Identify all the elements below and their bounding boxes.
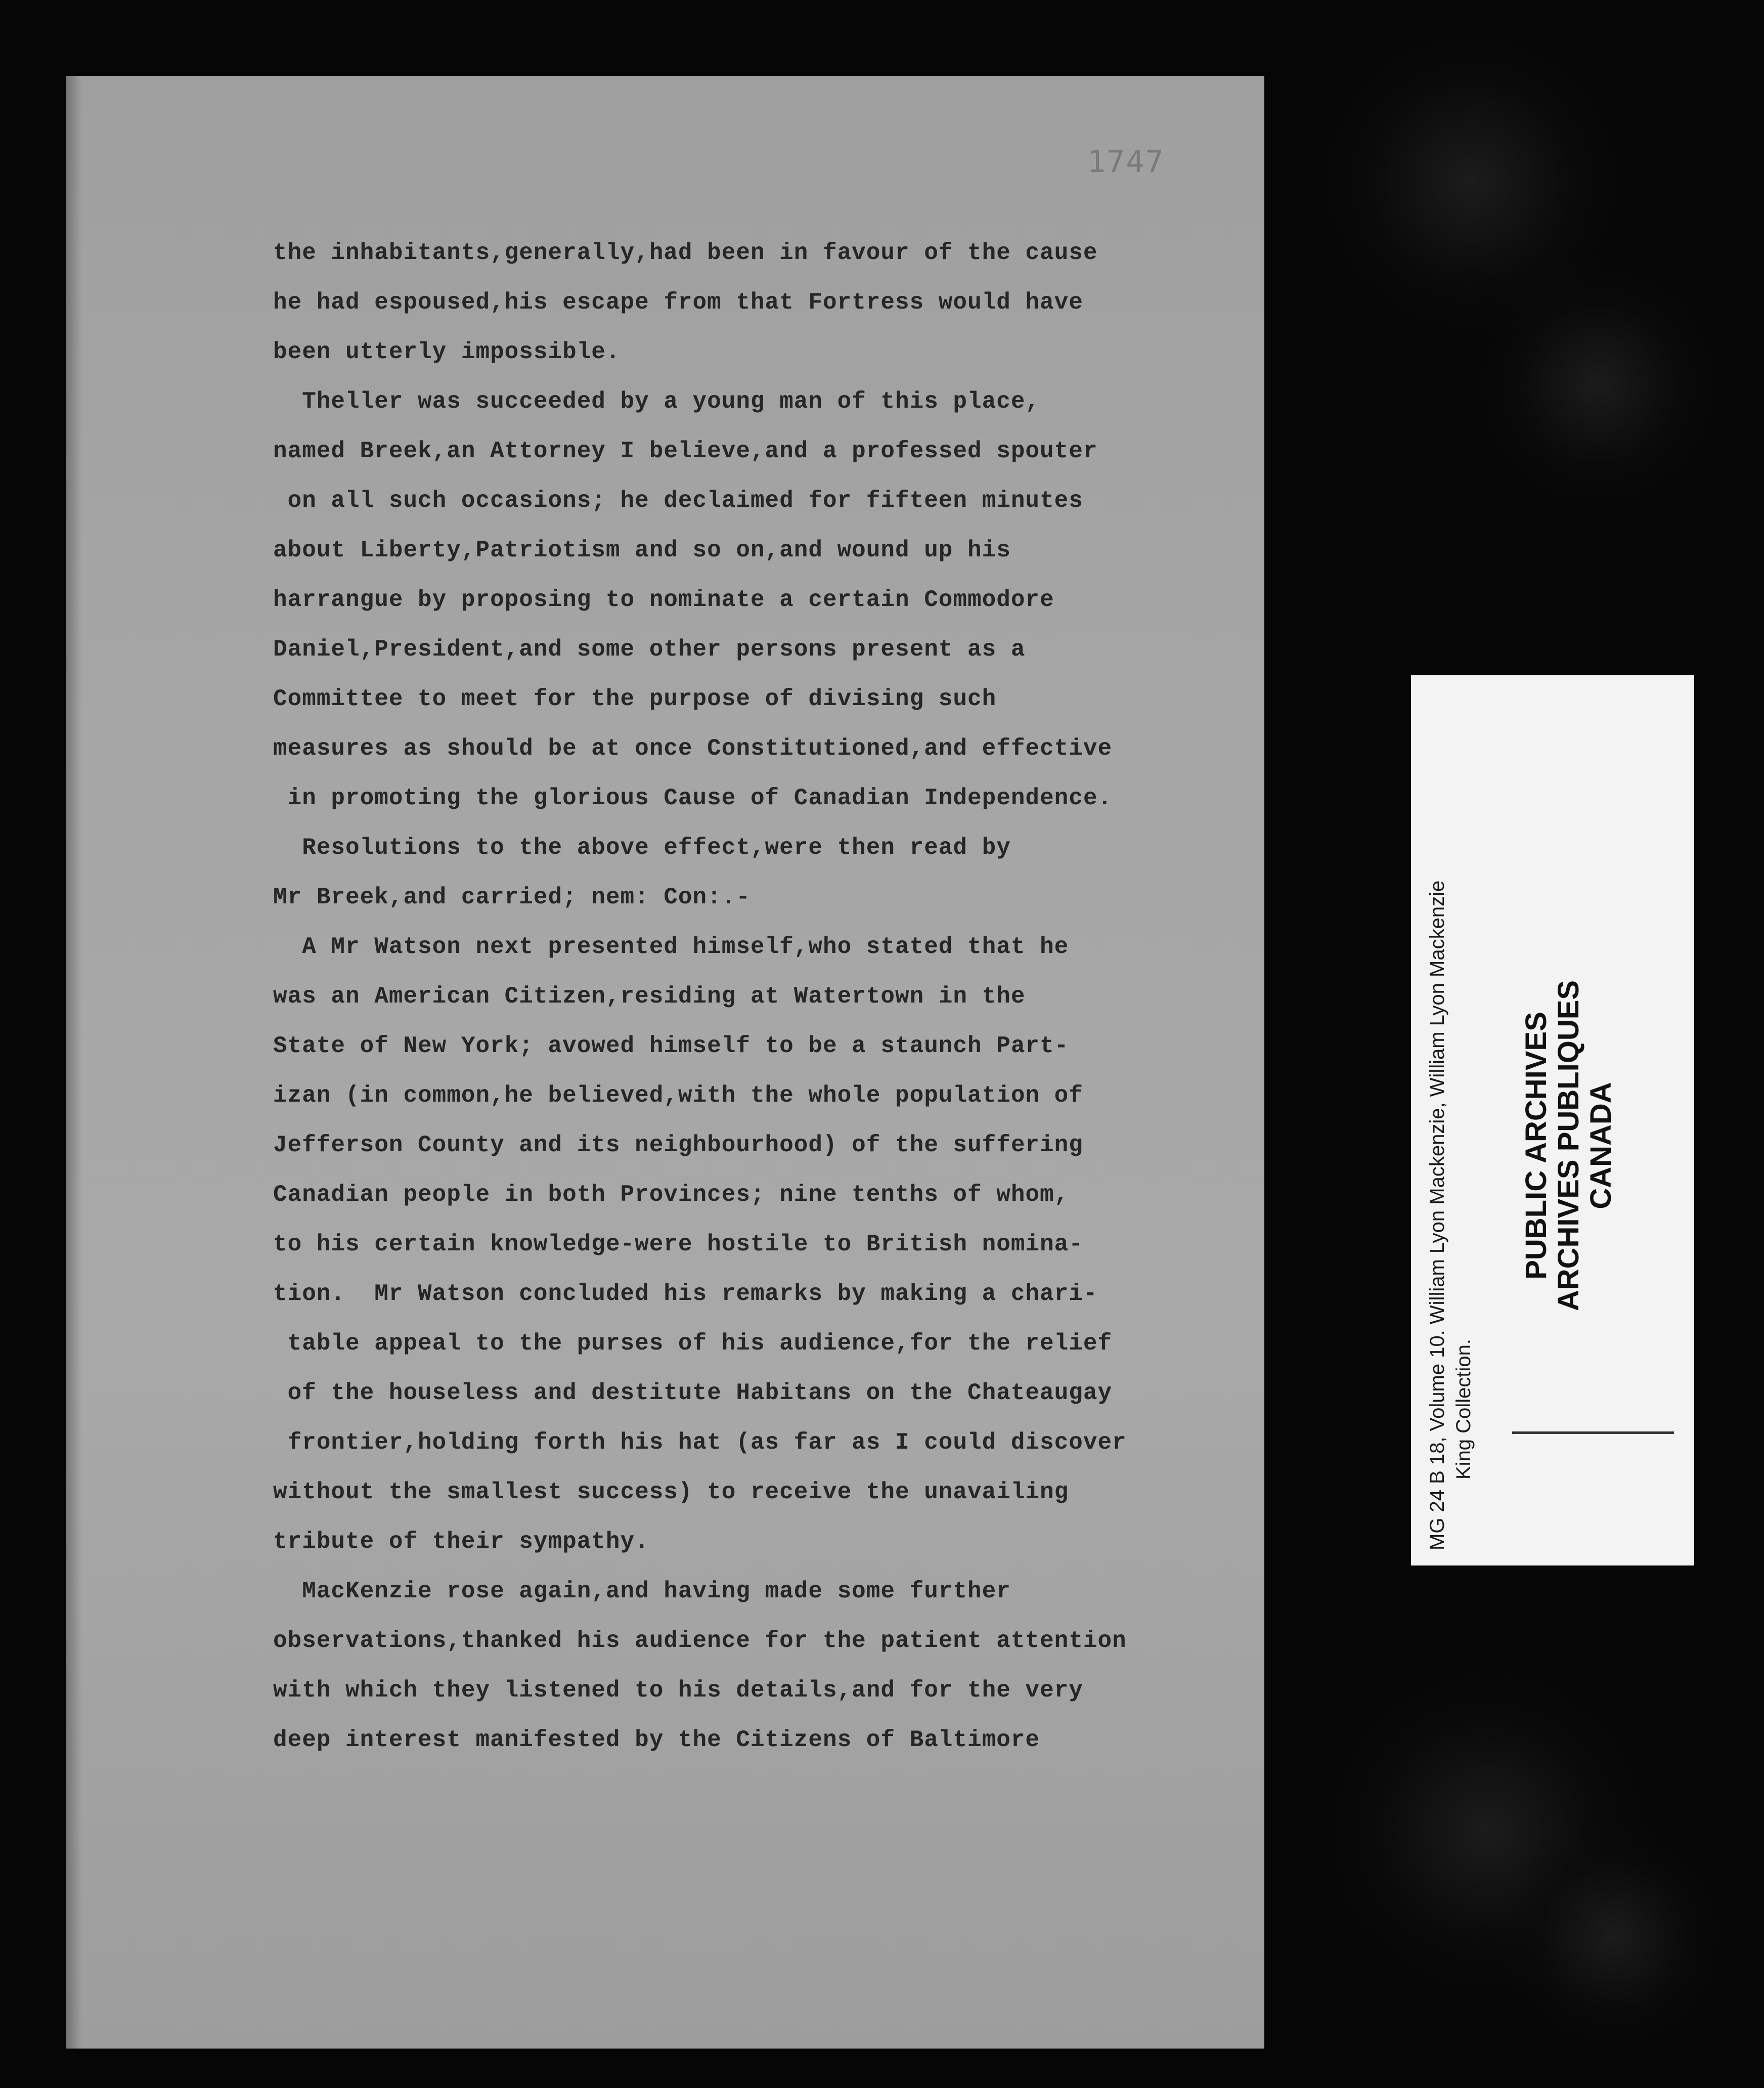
text-line: Canadian people in both Provinces; nine tenths of whom,: [273, 1182, 1069, 1208]
folio-number: 1747: [1087, 144, 1165, 180]
text-line: table appeal to the purses of his audience,for the relief: [273, 1330, 1113, 1357]
text-line: A Mr Watson next presented himself,who stated that he: [273, 934, 1069, 960]
text-line: Committee to meet for the purpose of divising such: [273, 686, 997, 712]
text-line: named Breek,an Attorney I believe,and a professed spouter: [273, 438, 1098, 464]
text-line: in promoting the glorious Cause of Canadian Independence.: [273, 785, 1113, 811]
page-edge-shadow: [66, 76, 82, 2049]
background-mottle: [1492, 1821, 1735, 2054]
text-line: the inhabitants,generally,had been in favour of the cause: [273, 240, 1098, 266]
text-line: been utterly impossible.: [273, 339, 621, 365]
text-line: izan (in common,he believed,with the whole population of: [273, 1082, 1083, 1109]
text-line: was an American Citizen,residing at Watertown in the: [273, 983, 1026, 1010]
text-line: tion. Mr Watson concluded his remarks by making a chari-: [273, 1281, 1098, 1307]
text-line: Daniel,President,and some other persons present as a: [273, 636, 1026, 663]
archive-stamp-content: [1411, 675, 1694, 1565]
text-line: with which they listened to his details,and for the very: [273, 1677, 1083, 1704]
text-line: Resolutions to the above effect,were then read by: [273, 835, 1011, 861]
text-line: State of New York; avowed himself to be a staunch Part-: [273, 1033, 1069, 1059]
text-line: of the houseless and destitute Habitans on the Chateaugay: [273, 1380, 1113, 1406]
text-line: MacKenzie rose again,and having made some further: [273, 1578, 1011, 1604]
text-line: on all such occasions; he declaimed for fifteen minutes: [273, 488, 1083, 514]
text-line: harrangue by proposing to nominate a certain Commodore: [273, 587, 1054, 613]
text-line: Mr Breek,and carried; nem: Con:.-: [273, 884, 751, 910]
archive-name-line: CANADA: [1584, 1082, 1617, 1209]
text-line: he had espoused,his escape from that Fortress would have: [273, 289, 1083, 316]
text-line: about Liberty,Patriotism and so on,and wound up his: [273, 537, 1011, 563]
archive-name-line: ARCHIVES PUBLIQUES: [1552, 980, 1585, 1312]
text-line: observations,thanked his audience for the patient attention: [273, 1628, 1127, 1654]
archive-name-line: PUBLIC ARCHIVES: [1520, 1012, 1553, 1280]
text-line: deep interest manifested by the Citizens of Baltimore: [273, 1727, 1040, 1753]
archive-name: [1520, 860, 1617, 1431]
citation-line: MG 24 B 18, Volume 10. William Lyon Mackenzie, William Lyon Mackenzie: [1426, 880, 1448, 1550]
text-line: to his certain knowledge-were hostile to British nomina-: [273, 1231, 1083, 1257]
text-line: frontier,holding forth his hat (as far as I could discover: [273, 1429, 1127, 1456]
text-line: Theller was succeeded by a young man of this place,: [273, 388, 1040, 415]
background-mottle: [1467, 253, 1730, 516]
text-line: without the smallest success) to receive the unavailing: [273, 1479, 1069, 1505]
citation-line: King Collection.: [1452, 1339, 1475, 1480]
archive-name-box: [1512, 860, 1674, 1434]
collection-citation: [1424, 690, 1477, 1550]
text-line: Jefferson County and its neighbourhood) of the suffering: [273, 1132, 1083, 1158]
text-line: measures as should be at once Constitutioned,and effective: [273, 735, 1113, 762]
text-line: tribute of their sympathy.: [273, 1529, 649, 1555]
archive-stamp-label: [1411, 675, 1694, 1565]
